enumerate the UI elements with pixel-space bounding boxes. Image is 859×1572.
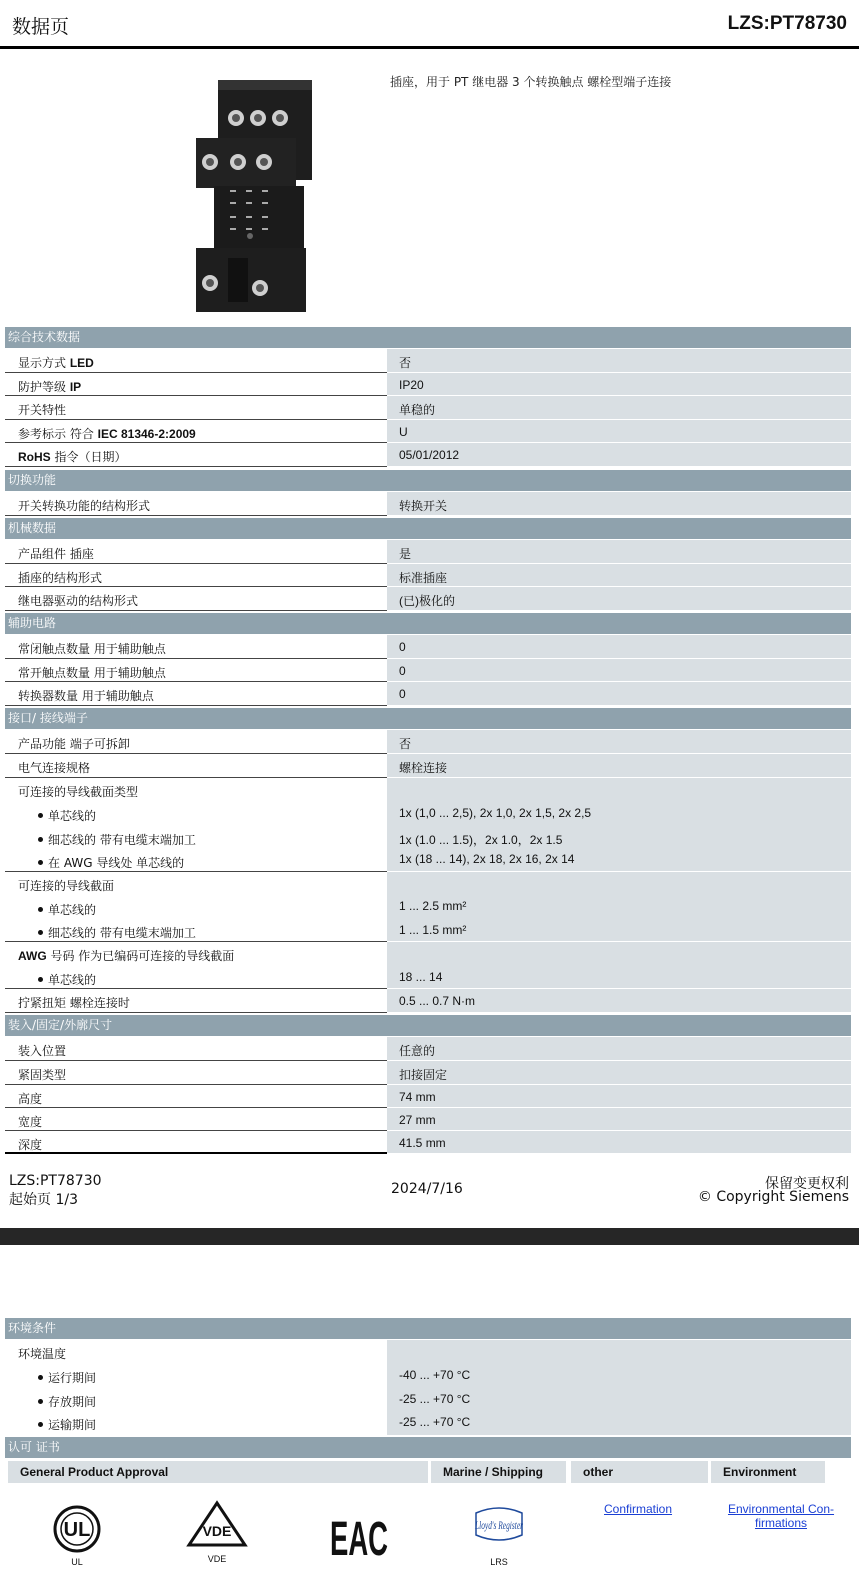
- page-header: [0, 0, 859, 49]
- vde-mark: VDE: [202, 1523, 232, 1539]
- sub-value: 1x (18 ... 14), 2x 18, 2x 16, 2x 14: [399, 852, 575, 866]
- table-row: [5, 659, 851, 682]
- row-label: 可连接的导线截面类型: [18, 785, 139, 799]
- row-value: 0: [399, 664, 406, 678]
- confirmation-link[interactable]: Confirmation: [604, 1502, 673, 1516]
- row-label: 深度: [18, 1138, 43, 1152]
- row-value: 05/01/2012: [399, 448, 460, 462]
- row-value: 否: [399, 737, 412, 751]
- table-row: [5, 1085, 851, 1108]
- lloyds-register-logo: [468, 1505, 530, 1567]
- row-label: 常闭触点数量 用于辅助触点: [18, 642, 166, 656]
- footer-copyright: © Copyright Siemens: [697, 1189, 849, 1205]
- row-label: 开关转换功能的结构形式: [18, 499, 151, 513]
- table-row: [5, 492, 851, 516]
- footer-rights: 保留变更权利: [765, 1176, 849, 1192]
- approval-header-other: other: [571, 1461, 708, 1483]
- section-general: 综合技术数据: [5, 327, 851, 348]
- table-row: [5, 682, 851, 706]
- table-row: [5, 587, 851, 611]
- bullet-icon: [38, 860, 43, 865]
- sub-value: 1x (1,0 ... 2,5), 2x 1,0, 2x 1,5, 2x 2,5: [399, 806, 592, 820]
- lloyds-caption: LRS: [490, 1557, 508, 1567]
- sub-value: -25 ... +70 °C: [399, 1415, 471, 1429]
- row-label: 防护等级: [18, 380, 70, 394]
- row-label-bold: AWG: [18, 949, 47, 963]
- sub-label: 存放期间: [38, 1393, 96, 1410]
- section-approvals: 认可 证书: [5, 1437, 851, 1458]
- sub-value: 1 ... 2.5 mm²: [399, 899, 467, 913]
- row-value: (已)极化的: [399, 594, 455, 608]
- vde-caption: VDE: [207, 1554, 227, 1564]
- bullet-icon: [38, 907, 43, 912]
- footer-product: LZS:PT78730: [9, 1173, 102, 1189]
- sub-value: 18 ... 14: [399, 970, 443, 984]
- bullet-icon: [38, 1422, 43, 1427]
- sub-label: 单芯线的: [38, 971, 96, 988]
- row-label: 装入位置: [18, 1044, 67, 1058]
- environmental-confirmations-link[interactable]: Environmental Con-firmations: [727, 1502, 835, 1530]
- row-value: U: [399, 425, 408, 439]
- sub-label: 单芯线的: [38, 901, 96, 918]
- row-label: 产品组件 插座: [18, 547, 94, 561]
- section-mounting: 装入/固定/外廓尺寸: [5, 1015, 851, 1036]
- row-value: 任意的: [399, 1044, 436, 1058]
- product-number: LZS:PT78730: [727, 13, 847, 34]
- sub-label: 细芯线的 带有电缆末端加工: [38, 924, 196, 941]
- table-row: [5, 1037, 851, 1061]
- table-row: [5, 564, 851, 587]
- footer-date: 2024/7/16: [391, 1181, 463, 1197]
- table-row: [5, 349, 851, 373]
- row-value: 0.5 ... 0.7 N·m: [399, 994, 476, 1008]
- section-aux: 辅助电路: [5, 613, 851, 634]
- ul-logo: [52, 1505, 102, 1567]
- approval-header-marine: Marine / Shipping: [431, 1461, 566, 1483]
- row-label: 常开触点数量 用于辅助触点: [18, 666, 166, 680]
- sub-value: 1x (1.0 ... 1.5)，2x 1.0，2x 1.5: [399, 833, 563, 847]
- section-environment: 环境条件: [5, 1318, 851, 1339]
- section-switching: 切换功能: [5, 470, 851, 491]
- vde-logo: [186, 1500, 248, 1564]
- row-label: 电气连接规格: [18, 761, 91, 775]
- sub-value: 1 ... 1.5 mm²: [399, 923, 467, 937]
- approval-header-general: General Product Approval: [8, 1461, 428, 1483]
- row-value: 0: [399, 640, 406, 654]
- ul-mark: UL: [63, 1519, 91, 1541]
- row-label-bold: IEC 81346-2:2009: [97, 427, 196, 441]
- row-label: 环境温度: [18, 1347, 67, 1361]
- table-row: [5, 443, 851, 467]
- sub-label: 在 AWG 导线处 单芯线的: [38, 854, 184, 871]
- table-row: [5, 1131, 851, 1154]
- row-label: 显示方式: [18, 356, 70, 370]
- row-value: 单稳的: [399, 403, 436, 417]
- sub-label: 细芯线的 带有电缆末端加工: [38, 831, 196, 848]
- row-label: 产品功能 端子可拆卸: [18, 737, 130, 751]
- table-row: [5, 635, 851, 659]
- table-row: [5, 1061, 851, 1085]
- bullet-icon: [38, 977, 43, 982]
- page-title: 数据页: [12, 16, 70, 38]
- bullet-icon: [38, 1399, 43, 1404]
- ul-caption: UL: [71, 1557, 83, 1567]
- row-label: 开关特性: [18, 403, 67, 417]
- row-label: 高度: [18, 1092, 43, 1106]
- table-row: [5, 1108, 851, 1131]
- product-description: 插座，用于 PT 继电器 3 个转换触点 螺栓型端子连接: [390, 75, 672, 89]
- row-value: 41.5 mm: [399, 1136, 446, 1150]
- row-value: 27 mm: [399, 1113, 436, 1127]
- sub-label: 运行期间: [38, 1369, 96, 1386]
- row-value: 螺栓连接: [399, 761, 448, 775]
- row-label: 参考标示 符合: [18, 427, 98, 441]
- bullet-icon: [38, 930, 43, 935]
- row-value: 标准插座: [399, 571, 448, 585]
- row-value: 转换开关: [399, 499, 448, 513]
- page-footer: [0, 1170, 859, 1230]
- approval-header-environment: Environment: [711, 1461, 825, 1483]
- table-row: [5, 540, 851, 564]
- row-label: 可连接的导线截面: [18, 879, 115, 893]
- bullet-icon: [38, 837, 43, 842]
- row-value: 74 mm: [399, 1090, 436, 1104]
- lloyds-mark: Lloyd's Register: [474, 1518, 524, 1532]
- row-value: 是: [399, 547, 412, 561]
- sub-value: -40 ... +70 °C: [399, 1368, 471, 1382]
- row-label: 拧紧扭矩 螺栓连接时: [18, 996, 130, 1010]
- row-label-bold: LED: [69, 356, 94, 370]
- row-label-bold: RoHS: [18, 450, 51, 464]
- row-value: IP20: [399, 378, 424, 392]
- sub-value: -25 ... +70 °C: [399, 1392, 471, 1406]
- row-label: 转换器数量 用于辅助触点: [18, 689, 154, 703]
- row-value: 0: [399, 687, 406, 701]
- table-row: [5, 420, 851, 443]
- sub-label: 运输期间: [38, 1416, 96, 1433]
- row-label: 继电器驱动的结构形式: [18, 594, 139, 608]
- eac-mark: EAC: [330, 1513, 388, 1566]
- table-row: [5, 730, 851, 754]
- row-label: 指令（日期）: [50, 450, 127, 464]
- sub-label: 单芯线的: [38, 807, 96, 824]
- table-row: [5, 754, 851, 778]
- page-separator: [0, 1228, 859, 1245]
- table-row: [5, 373, 851, 396]
- section-connections: 接口/ 接线端子: [5, 708, 851, 729]
- product-image: [188, 78, 320, 316]
- row-label-bold: IP: [69, 380, 82, 394]
- row-label: 宽度: [18, 1115, 43, 1129]
- section-mechanical: 机械数据: [5, 518, 851, 539]
- footer-page: 起始页 1/3: [9, 1192, 78, 1208]
- row-label: 插座的结构形式: [18, 571, 103, 585]
- bullet-icon: [38, 1375, 43, 1380]
- eac-logo: [328, 1505, 390, 1566]
- row-label: 号码 作为已编码可连接的导线截面: [46, 949, 235, 963]
- table-row: [5, 989, 851, 1013]
- row-label: 紧固类型: [18, 1068, 67, 1082]
- row-value: 扣接固定: [399, 1068, 448, 1082]
- table-row: [5, 396, 851, 420]
- bullet-icon: [38, 813, 43, 818]
- row-value: 否: [399, 356, 412, 370]
